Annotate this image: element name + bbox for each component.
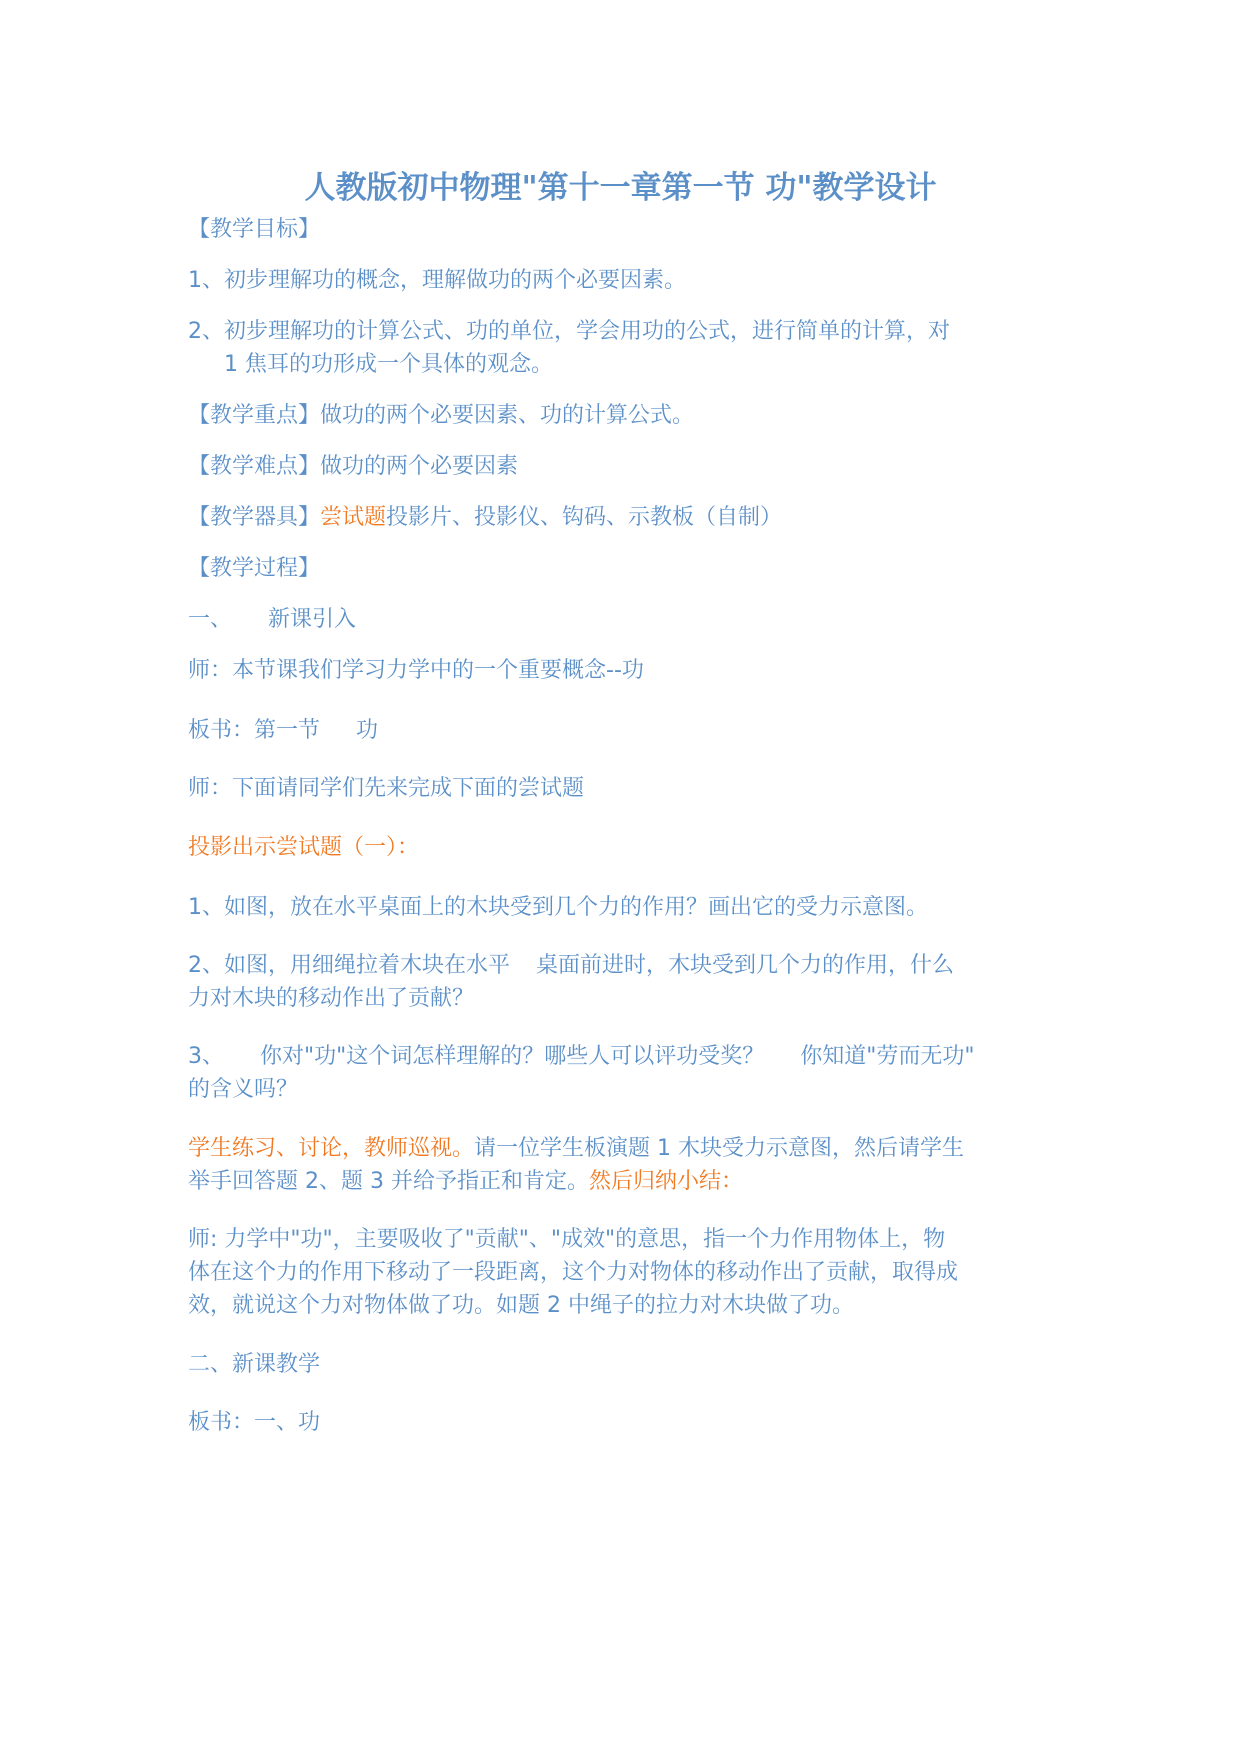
practice-highlight: 学生练习、讨论，教师巡视。 <box>188 1136 475 1161</box>
projection-heading: 投影出示尝试题（一）： <box>188 835 420 860</box>
goal-2 <box>188 315 1060 348</box>
question-2-part-a: 2、如图，用细绳拉着木块在水平 <box>188 953 510 978</box>
section-1-number: 一、 <box>188 607 233 632</box>
goal-2-line2: 1 焦耳的功形成一个具体的观念。 <box>224 352 553 377</box>
board-line-2: 板书：一、功 <box>188 1410 321 1435</box>
practice-line-2 <box>188 1165 1060 1198</box>
question-2-line2: 力对木块的移动作出了贡献？ <box>188 986 475 1011</box>
practice-text: 请一位学生板演题 1 木块受力示意图，然后请学生 <box>474 1136 965 1161</box>
goals-heading: 【教学目标】 <box>188 217 321 242</box>
practice-line-1 <box>188 1132 1060 1165</box>
question-3-line2: 的含义吗？ <box>188 1077 299 1102</box>
practice-line-2-text: 举手回答题 2、题 3 并给予指正和肯定。 <box>188 1169 589 1194</box>
section-2: 二、新课教学 <box>188 1352 321 1377</box>
summary-line-2: 体在这个力的作用下移动了一段距离，这个力对物体的移动作出了贡献，取得成 <box>188 1260 959 1285</box>
practice-highlight-2: 然后归纳小结： <box>588 1169 743 1194</box>
board-1-label: 板书：第一节 <box>188 718 321 743</box>
board-line-1 <box>188 714 1060 747</box>
question-2 <box>188 949 1060 982</box>
section-1-title: 新课引入 <box>268 607 357 632</box>
equipment-label: 【教学器具】 <box>188 505 321 530</box>
teacher-line-2: 师：下面请同学们先来完成下面的尝试题 <box>188 776 585 801</box>
goal-2-line1: 2、初步理解功的计算公式、功的单位，学会用功的公式，进行简单的计算，对 <box>188 319 950 344</box>
teacher-line-1: 师：本节课我们学习力学中的一个重要概念--功 <box>188 658 644 683</box>
process-heading: 【教学过程】 <box>188 556 321 581</box>
document-title: 人教版初中物理"第十一章第一节 功"教学设计 <box>304 170 937 206</box>
equipment-rest: 投影片、投影仪、钩码、示教板（自制） <box>386 505 783 530</box>
key-points: 【教学重点】做功的两个必要因素、功的计算公式。 <box>188 403 695 428</box>
section-1 <box>188 603 1060 636</box>
question-3-number: 3、 <box>188 1044 224 1069</box>
question-3 <box>188 1040 1060 1073</box>
question-1: 1、如图，放在水平桌面上的木块受到几个力的作用？画出它的受力示意图。 <box>188 895 928 920</box>
question-3-part-a: 你对"功"这个词怎样理解的？哪些人可以评功受奖？ <box>260 1044 765 1069</box>
board-1-word: 功 <box>356 718 379 743</box>
summary-line-1: 师: 力学中"功"，主要吸收了"贡献"、"成效"的意思，指一个力作用物体上，物 <box>188 1227 946 1252</box>
equipment-highlight: 尝试题 <box>320 505 387 530</box>
question-2-part-b: 桌面前进时，木块受到几个力的作用，什么 <box>536 953 955 978</box>
difficult-points: 【教学难点】做功的两个必要因素 <box>188 454 519 479</box>
question-3-part-b: 你知道"劳而无功" <box>800 1044 975 1069</box>
equipment <box>188 501 1060 534</box>
goal-1: 1、初步理解功的概念，理解做功的两个必要因素。 <box>188 268 686 293</box>
summary-line-3: 效，就说这个力对物体做了功。如题 2 中绳子的拉力对木块做了功。 <box>188 1293 854 1318</box>
